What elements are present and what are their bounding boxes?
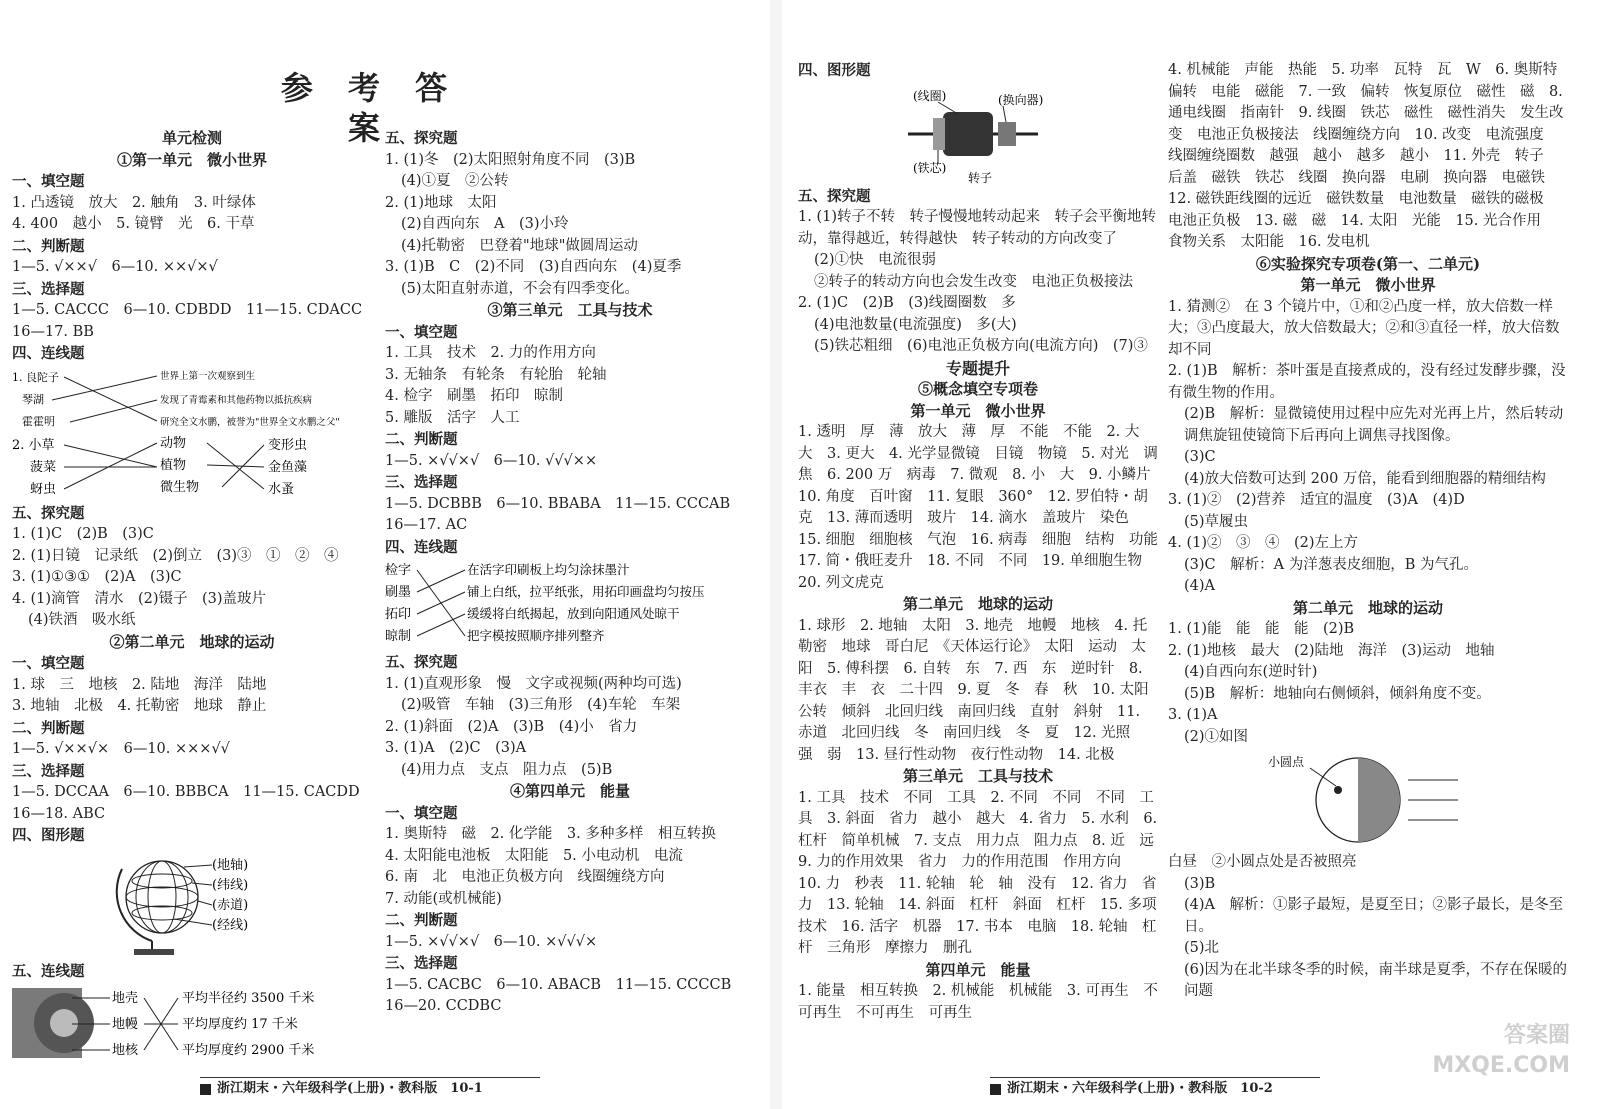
question-type-heading: 五、探究题 — [385, 130, 458, 147]
answer-line: (4)用力点 支点 阻力点 (5)B — [401, 761, 613, 778]
answer-line: 1—5. √××√× 6—10. ×××√√ — [12, 741, 230, 757]
answer-line: 1. (1)冬 (2)太阳照射角度不同 (3)B — [385, 151, 636, 168]
unit-heading: 第二单元 地球的运动 — [1292, 598, 1443, 617]
thickness-label: 平均厚度约 17 千米 — [182, 1017, 298, 1032]
answer-line: 4. 400 越小 5. 镜臂 光 6. 干草 — [12, 216, 255, 232]
globe-base — [134, 949, 174, 955]
answer-line: (2)吸管 车轴 (3)三角形 (4)车轮 车架 — [401, 697, 681, 713]
answer-line: (3)B — [1184, 875, 1216, 892]
layer-label: 地幔 — [112, 1017, 139, 1032]
match-left-item: 刷墨 — [385, 585, 412, 600]
special-section-heading: 专题提升 — [945, 358, 1010, 378]
leader-line — [1310, 768, 1336, 786]
question-type-heading: 三、选择题 — [385, 474, 458, 491]
answer-line: 1. 凸透镜 放大 2. 触角 3. 叶绿体 — [12, 194, 256, 211]
answer-line: 1. 工具 技术 2. 力的作用方向 — [385, 345, 596, 361]
match-right-item: 变形虫 — [268, 437, 308, 453]
answer-line: 3. (1)A — [1168, 707, 1218, 723]
left-column-b — [385, 128, 755, 1018]
globe-outline — [126, 861, 198, 933]
match-left-item: 2. 小草 — [12, 437, 55, 453]
unit-heading: 第一单元 微小世界 — [1300, 276, 1436, 294]
rotor-caption: 转子 — [968, 170, 993, 184]
globe-longitude — [136, 861, 188, 933]
answer-line: (2)自西向东 A (3)小玲 — [401, 216, 569, 232]
globe-label: (纬线) — [212, 877, 249, 893]
answer-paragraph: 1. 工具 技术 不同 工具 2. 不同 不同 不同 工具 3. 斜面 省力 越小 越大 4. 省力 5. 水利 6. 杠杆 简单机械 7. 支点 用力点 阻力点 8. 近 远 9. 力的作用效果 省力 力的作用范围 作用方向 10. 力 秒表 11. 轮轴 轮 轴 没有 12. 省力 省力 13. 轮轴 14. 斜面 杠杆 斜面 杠杆 15. 多项技术 16. 活字 机器 17. 书本 电脑 18. 轮轴 杠杆 三角形 摩擦力 删孔 — [798, 789, 1169, 956]
match-right-item: 把字模按照顺序排列整齐 — [467, 628, 605, 643]
leader-line — [198, 901, 212, 905]
answer-line: 3. 地轴 北极 4. 托勒密 地球 静止 — [12, 698, 267, 714]
answer-line: 1—5. DCCAA 6—10. BBBCA 11—15. CACDD — [12, 784, 360, 800]
answer-line: (3)C — [1184, 449, 1216, 465]
printing-steps-matching — [385, 560, 755, 650]
answer-line: 2. (1)C (2)B (3)线圈圈数 多 — [798, 295, 1016, 311]
answer-paragraph: 1. 球形 2. 地轴 太阳 3. 地壳 地幔 地核 4. 托勒密 地球 哥白尼 《天体运行论》 太阳 运动 太阳 5. 傅科摆 6. 自转 东 7. 西 东 逆时针 8. 丰衣 丰 衣 二十四 9. 夏 冬 春 秋 10. 太阳公转 倾斜 北回归线 南回归线 直射 斜射 11. 赤道 北回归线 冬 南回归线 冬 夏 12. 光照 强 弱 13. 昼行性动物 夜行性动物 14. 北极 — [798, 617, 1149, 763]
rotor-coil — [943, 112, 993, 156]
answer-line: 2. (1)斜面 (2)A (3)B (4)小 省力 — [385, 718, 638, 735]
answer-line: (4)A — [1184, 578, 1216, 594]
match-right-item: 铺上白纸，拉平纸张，用拓印画盘均匀按压 — [467, 584, 705, 599]
match-line — [64, 443, 157, 489]
answer-line: 4. 检字 刷墨 拓印 晾制 — [385, 388, 563, 404]
answer-line: 3. (1)B C (2)不同 (3)自西向东 (4)夏季 — [385, 259, 682, 275]
answer-line: (3)C 解析：A 为洋葱表皮细胞，B 为气孔。 — [1184, 556, 1478, 573]
answer-line: 7. 动能(或机械能) — [385, 890, 502, 907]
rotor-label: (铁芯) — [913, 160, 947, 175]
paper-heading: ⑥实验探究专项卷(第一、二单元) — [1255, 254, 1481, 273]
thickness-label: 平均厚度约 2900 千米 — [182, 1043, 315, 1058]
question-type-heading: 四、图形题 — [798, 62, 871, 79]
globe-label: (经线) — [212, 917, 249, 933]
question-type-heading: 一、填空题 — [385, 804, 458, 822]
answer-line: 2. (1)地核 最大 (2)陆地 海洋 (3)运动 地轴 — [1168, 642, 1495, 659]
matching-diagram-organisms — [12, 435, 372, 501]
match-left-item: 晾制 — [385, 629, 412, 644]
answer-line: 6. 南 北 电池正负极方向 线圈缠绕方向 — [385, 869, 665, 885]
unit-heading: 第四单元 能量 — [925, 960, 1031, 979]
match-mid-item: 微生物 — [160, 479, 200, 495]
answer-line: (4)①夏 ②公转 — [401, 173, 509, 189]
answer-line: 3. (1)①③① (2)A (3)C — [12, 569, 182, 585]
match-left-item: 菠菜 — [30, 459, 57, 475]
question-type-heading: 五、探究题 — [12, 504, 85, 522]
match-right-item: 世界上第一次观察到生 — [160, 370, 256, 382]
question-type-heading: 二、判断题 — [12, 719, 85, 737]
answer-line: 5. 雕版 活字 人工 — [385, 409, 520, 426]
watermark-url: MXQE.COM — [1432, 1053, 1570, 1078]
match-right-item: 研究全文水鹏，被誉为"世界全文水鹏之父" — [160, 416, 340, 428]
layer-label: 地壳 — [112, 991, 139, 1006]
answer-line: 1—5. CACBC 6—10. ABACB 11—15. CCCCB — [385, 976, 732, 993]
answer-line: 1—5. √××√ 6—10. ××√×√ — [12, 259, 218, 275]
answer-line: 4. (1)滴管 清水 (2)镊子 (3)盖玻片 — [12, 590, 267, 607]
question-type-heading: 五、探究题 — [798, 187, 871, 205]
question-type-heading: 二、判断题 — [385, 912, 458, 929]
answer-paragraph: 1. 透明 厚 薄 放大 薄 厚 不能 不能 2. 大 大 3. 更大 4. 光学显微镜 目镜 物镜 5. 对光 调焦 6. 200 万 病毒 7. 微观 8. 小 大 9. 小鳞片 10. 角度 百叶窗 11. 复眼 360° 12. 罗伯特・胡克 13. 薄而透明 玻片 14. 滴水 盖玻片 染色 15. 细胞 细胞核 气泡 16. 病毒 细胞 结构 功能 17. 简・俄旺麦升 18. 不同 不同 19. 单细胞生物 20. 列文虎克 — [798, 424, 1173, 591]
answer-line: 4. (1)② ③ ④ (2)左上方 — [1168, 535, 1359, 551]
section-heading: 单元检测 — [161, 129, 222, 147]
page-title: 参 考 答 案 — [280, 69, 460, 147]
answer-line: (4)放大倍数可达到 200 万倍，能看到细胞器的精细结构 — [1184, 470, 1546, 487]
earth-layers-diagram — [12, 984, 372, 1060]
globe-longitude — [148, 861, 176, 933]
answer-line: (6)因为在北半球冬季的时候，南半球是夏季，不存在保暖的问题 — [1184, 961, 1568, 999]
footer-rule — [990, 1077, 1320, 1078]
match-line — [64, 377, 157, 421]
page-footer — [990, 1079, 1320, 1099]
footer-square-icon — [200, 1084, 211, 1095]
answer-line: 2. (1)B 解析：茶叶蛋是直接煮成的，没有经过发酵步骤，没有微生物的作用。 — [1168, 363, 1566, 401]
right-column-d — [1168, 60, 1572, 1003]
paper-heading: ⑤概念填空专项卷 — [917, 380, 1038, 398]
answer-line: 1. 球 三 地核 2. 陆地 海洋 陆地 — [12, 676, 267, 693]
question-type-heading: 三、选择题 — [12, 280, 85, 298]
match-right-item: 在活字印刷板上均匀涂抹墨汁 — [467, 562, 630, 577]
page-gutter — [770, 0, 782, 1109]
answer-line: 4. 太阳能电池板 太阳能 5. 小电动机 电流 — [385, 847, 683, 864]
sunlight-globe-diagram — [1168, 750, 1568, 850]
match-left-item: 霍霍明 — [22, 414, 55, 428]
rotor-label: (线圈) — [913, 88, 947, 103]
match-line — [417, 592, 465, 614]
answer-line: 1. 猜测② 在 3 个镜片中，①和②凸度一样，放大倍数一样大；③凸度最大，放大倍数最大；②和③直径一样，放大倍数却不同 — [1168, 298, 1560, 358]
unit-heading: ③第三单元 工具与技术 — [487, 301, 653, 319]
match-right-item: 发现了青霉素和其他药物以抵抗疾病 — [160, 394, 313, 406]
answer-line: 1. (1)C (2)B (3)C — [12, 526, 154, 542]
question-type-heading: 五、探究题 — [385, 654, 458, 671]
answer-line: 白昼 ②小圆点处是否被照亮 — [1168, 854, 1357, 870]
right-column-c — [798, 60, 1173, 1024]
answer-line: 3. (1)② (2)营养 适宜的温度 (3)A (4)D — [1168, 492, 1465, 508]
answer-line: (4)A 解析：①影子最短，是夏至日；②影子最长，是冬至日。 — [1184, 897, 1564, 935]
match-left-item: 蚜虫 — [30, 481, 57, 497]
answer-line: 1. 奥斯特 磁 2. 化学能 3. 多种多样 相互转换 — [385, 826, 716, 842]
answer-line: 1. (1)能 能 能 能 (2)B — [1168, 621, 1355, 637]
question-type-heading: 四、连线题 — [12, 345, 85, 362]
footer-text: 浙江期末・六年级科学(上册)・教科版 10-2 — [1007, 1081, 1273, 1097]
answer-line: (4)托勒密 巴登着"地球"做圆周运动 — [401, 237, 638, 254]
answer-paragraph: 1. 能量 相互转换 2. 机械能 机械能 3. 可再生 不可再生 不可再生 可再生 — [798, 983, 1158, 1021]
matching-diagram-scientists — [12, 367, 372, 433]
unit-heading: 第二单元 地球的运动 — [902, 595, 1053, 613]
question-type-heading: 三、选择题 — [12, 762, 85, 780]
unit-heading: 第三单元 工具与技术 — [902, 767, 1053, 785]
globe-diagram — [12, 849, 372, 959]
answer-line: (4)自西向东(逆时针) — [1184, 664, 1318, 680]
answer-line: (5)铁芯粗细 (6)电池正负极方向(电流方向) (7)③ — [814, 338, 1148, 354]
answer-line: 16—17. BB — [12, 323, 94, 340]
question-type-heading: 五、连线题 — [12, 962, 85, 980]
layer-label: 地核 — [112, 1043, 139, 1058]
left-page — [0, 0, 760, 1109]
match-right-item: 金鱼藻 — [268, 459, 308, 475]
lit-hemisphere — [1358, 758, 1400, 842]
match-line — [417, 614, 465, 636]
leader-line — [1003, 106, 1006, 122]
question-type-heading: 四、连线题 — [385, 538, 458, 556]
right-page — [790, 0, 1590, 1109]
question-type-heading: 四、图形题 — [12, 827, 85, 844]
match-left-item: 拓印 — [385, 607, 412, 622]
rotor-diagram — [798, 84, 1158, 184]
watermark-logo — [1400, 1021, 1570, 1101]
answer-line: 16—17. AC — [385, 517, 468, 533]
page-footer — [200, 1079, 540, 1099]
answer-line: (2)①快 电流很弱 — [814, 252, 937, 268]
rotor-commutator — [998, 122, 1016, 146]
left-column-a — [12, 128, 372, 1062]
match-mid-item: 动物 — [160, 435, 187, 451]
earth-core — [50, 1009, 78, 1037]
unit-heading: ②第二单元 地球的运动 — [109, 632, 275, 651]
footer-text: 浙江期末・六年级科学(上册)・教科版 10-1 — [217, 1081, 483, 1097]
rotor-label: (换向器) — [998, 92, 1044, 107]
match-line — [417, 570, 465, 592]
question-type-heading: 二、判断题 — [12, 237, 85, 255]
answer-line: 3. (1)A (2)C (3)A — [385, 740, 527, 756]
unit-heading: ①第一单元 微小世界 — [116, 150, 267, 169]
thickness-label: 平均半径约 3500 千米 — [182, 991, 315, 1006]
answer-line: (5)B 解析：地轴向右侧倾斜，倾斜角度不变。 — [1184, 685, 1491, 702]
answer-line: (4)铁酒 吸水纸 — [28, 612, 136, 628]
answer-line: (2)B 解析：显微镜使用过程中应先对光再上片，然后转动调焦旋钮使镜筒下后再向上调焦寻找图像。 — [1184, 406, 1564, 444]
answer-line: 2. (1)日镜 记录纸 (2)倒立 (3)③ ① ② ④ — [12, 547, 339, 564]
unit-heading: ④第四单元 能量 — [509, 782, 630, 800]
answer-paragraph: 4. 机械能 声能 热能 5. 功率 瓦特 瓦 W 6. 奥斯特 偏转 电能 磁能 7. 一致 偏转 恢复原位 磁性 磁 8. 通电线圈 指南针 9. 线圈 铁芯 磁性 磁性消失 发生改变 电池正负极接法 线圈缠绕方向 10. 改变 电流强度 线圈缠绕圈数 越强 越小 越多 越小 11. 外壳 转子 后盖 磁铁 铁芯 线圈 换向器 电刷 换向器 电磁铁 12. 磁铁距线圈的远近 磁铁数量 电池数量 磁铁的磁极 电池正负极 13. 磁 磁 14. 太阳 光能 15. 光合作用 食物关系 太阳能 16. 发电机 — [1168, 62, 1572, 250]
footer-rule — [200, 1077, 540, 1078]
question-type-heading: 一、填空题 — [12, 655, 85, 672]
match-line — [207, 465, 264, 467]
answer-line: 3. 无轴条 有轮条 有轮胎 轮轴 — [385, 366, 607, 383]
answer-line: (5)北 — [1184, 940, 1220, 956]
watermark-text: 答案圈 — [1503, 1023, 1570, 1048]
answer-line: (5)太阳直射赤道，不会有四季变化。 — [401, 280, 640, 297]
leader-line — [184, 865, 212, 867]
globe-label: (地轴) — [212, 857, 249, 873]
answer-line: (5)草履虫 — [1184, 513, 1249, 530]
match-left-item: 检字 — [385, 563, 412, 578]
question-type-heading: 二、判断题 — [385, 431, 458, 448]
match-mid-item: 植物 — [160, 457, 187, 473]
answer-line: 2. (1)地球 太阳 — [385, 194, 497, 211]
question-type-heading: 一、填空题 — [12, 173, 85, 190]
answer-line: (4)电池数量(电流强度) 多(大) — [814, 316, 1017, 333]
question-type-heading: 一、填空题 — [385, 323, 458, 341]
globe-label: (赤道) — [212, 897, 249, 913]
footer-square-icon — [990, 1084, 1001, 1095]
unit-heading: 第一单元 微小世界 — [910, 401, 1046, 420]
answer-line: 16—20. CCDBC — [385, 998, 502, 1014]
answer-line: ②转子的转动方向也会发生改变 电池正负极接法 — [814, 273, 1133, 290]
dot-label: 小圆点 — [1268, 755, 1305, 769]
answer-line: 1—5. CACCC 6—10. CDBDD 11—15. CDACC — [12, 302, 363, 318]
match-right-item: 缓缓将白纸揭起，放到向阳通风处晾干 — [467, 606, 680, 621]
match-left-item: 琴湖 — [22, 392, 44, 406]
answer-line: 1. (1)转子不转 转子慢慢地转动起来 转子会平衡地转动，靠得越近，转得越快 转子转动的方向改变了 — [798, 209, 1156, 247]
answer-line: (2)①如图 — [1184, 728, 1249, 745]
match-right-item: 水蚤 — [268, 481, 295, 497]
match-line — [70, 400, 157, 422]
answer-line: 1—5. DCBBB 6—10. BBABA 11—15. CCCAB — [385, 495, 731, 512]
answer-line: 1—5. ×√√×√ 6—10. √√√×× — [385, 452, 598, 469]
small-dot — [1334, 786, 1342, 794]
match-line — [64, 445, 157, 467]
match-left-item: 1. 良陀子 — [12, 370, 59, 384]
question-type-heading: 三、选择题 — [385, 955, 458, 972]
answer-line: 1—5. ×√√×√ 6—10. ×√√√× — [385, 933, 598, 950]
rotor-core — [933, 118, 945, 150]
answer-line: 1. (1)直观形象 慢 文字或视频(两种均可选) — [385, 675, 682, 692]
answer-line: 16—18. ABC — [12, 805, 106, 822]
